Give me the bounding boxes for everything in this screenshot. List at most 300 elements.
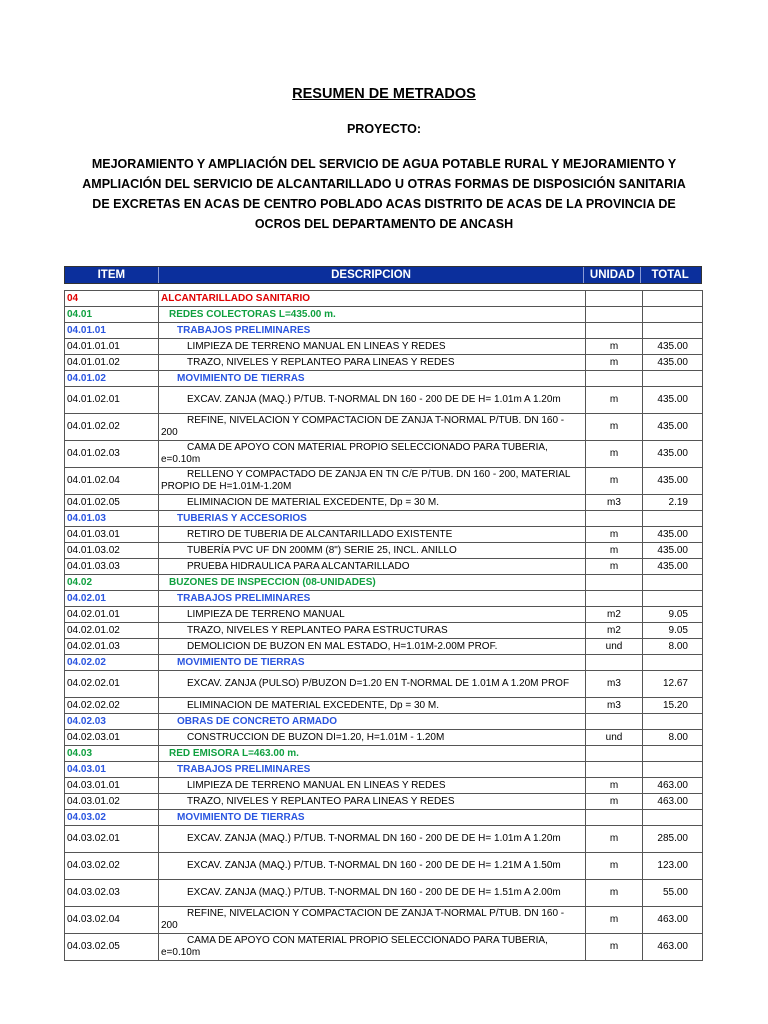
row-description-text: RETIRO DE TUBERIA DE ALCANTARILLADO EXISTENTE [187, 528, 453, 540]
row-item-code-text: 04.01.02 [67, 372, 106, 384]
row-total [643, 414, 703, 440]
row-total-text: 435.00 [657, 560, 688, 572]
row-unit-text: m [609, 356, 619, 368]
row-item-code-text: 04.01.02.01 [67, 394, 120, 405]
row-description-text: TRABAJOS PRELIMINARES [177, 324, 311, 336]
row-unit-text: m [609, 860, 619, 871]
row-item-code [65, 575, 159, 590]
row-total [643, 778, 703, 793]
row-total-text: 435.00 [657, 448, 688, 459]
row-description [159, 575, 586, 590]
row-item-code [65, 730, 159, 745]
row-description [159, 468, 586, 494]
row-unit [586, 468, 643, 494]
row-unit [586, 559, 643, 574]
row-total [643, 543, 703, 558]
table-row [65, 414, 703, 441]
row-description-text: CONSTRUCCION DE BUZON DI=1.20, H=1.01M - 1.20M [187, 731, 445, 743]
row-unit [586, 853, 643, 879]
row-unit [586, 441, 643, 467]
row-unit [586, 511, 643, 526]
row-item-code [65, 671, 159, 697]
document-title: RESUMEN DE METRADOS [292, 86, 476, 102]
table-row [65, 794, 703, 810]
row-unit [586, 543, 643, 558]
row-description [159, 339, 586, 354]
row-unit-text: m [609, 475, 619, 486]
row-total [643, 746, 703, 761]
row-item-code-text: 04.01 [67, 308, 93, 320]
row-total-text: 435.00 [657, 544, 688, 556]
row-total [643, 511, 703, 526]
row-total [643, 527, 703, 542]
row-description-text: CAMA DE APOYO CON MATERIAL PROPIO SELECCIONADO PARA TUBERIA, e=0.10m [161, 442, 548, 465]
table-row [65, 441, 703, 468]
row-description [159, 355, 586, 370]
row-item-code-text: 04.02 [67, 576, 93, 588]
row-item-code-text: 04.01.02.03 [67, 448, 120, 459]
row-total [643, 934, 703, 960]
row-total [643, 671, 703, 697]
table-row [65, 810, 703, 826]
row-item-code-text: 04.02.01.01 [67, 608, 120, 620]
row-total-text: 435.00 [657, 421, 688, 432]
row-unit [586, 810, 643, 825]
row-total [643, 468, 703, 494]
row-total [643, 495, 703, 510]
row-total [643, 880, 703, 906]
row-unit [586, 623, 643, 638]
row-unit [586, 339, 643, 354]
row-unit [586, 414, 643, 440]
row-description [159, 387, 586, 413]
row-unit-text: m [609, 914, 619, 925]
row-unit [586, 495, 643, 510]
row-description-text: PRUEBA HIDRAULICA PARA ALCANTARILLADO [187, 560, 410, 572]
table-row [65, 907, 703, 934]
row-item-code [65, 778, 159, 793]
row-unit [586, 575, 643, 590]
row-description [159, 307, 586, 322]
row-description [159, 880, 586, 906]
row-total [643, 655, 703, 670]
row-description-text: CAMA DE APOYO CON MATERIAL PROPIO SELECCIONADO PARA TUBERIA, e=0.10m [161, 935, 548, 958]
project-label: PROYECTO: [346, 122, 422, 136]
table-row [65, 826, 703, 853]
row-total [643, 607, 703, 622]
row-description [159, 730, 586, 745]
row-total [643, 387, 703, 413]
row-item-code [65, 387, 159, 413]
row-total [643, 307, 703, 322]
table-row [65, 607, 703, 623]
row-item-code [65, 762, 159, 777]
header-description: DESCRIPCION [159, 267, 585, 283]
row-description-text: OBRAS DE CONCRETO ARMADO [177, 715, 338, 727]
row-total [643, 698, 703, 713]
row-total-text: 123.00 [657, 860, 688, 871]
row-description-text: EXCAV. ZANJA (MAQ.) P/TUB. T-NORMAL DN 160 - 200 DE DE H= 1.21M A 1.50m [187, 860, 561, 871]
row-description-text: TUBERIAS Y ACCESORIOS [177, 512, 307, 524]
row-item-code [65, 414, 159, 440]
row-unit [586, 714, 643, 729]
row-unit-text: m [609, 795, 619, 807]
table-row [65, 387, 703, 414]
row-unit [586, 746, 643, 761]
row-total [643, 371, 703, 386]
row-description-text: RED EMISORA L=463.00 m. [169, 747, 299, 759]
row-unit [586, 387, 643, 413]
table-row [65, 371, 703, 387]
table-row [65, 880, 703, 907]
table-row [65, 671, 703, 698]
row-description [159, 934, 586, 960]
row-unit [586, 307, 643, 322]
row-description [159, 853, 586, 879]
row-description-text: LIMPIEZA DE TERRENO MANUAL EN LINEAS Y REDES [187, 779, 446, 791]
row-description [159, 591, 586, 606]
row-description-text: BUZONES DE INSPECCION (08-UNIDADES) [169, 576, 376, 588]
row-item-code-text: 04.01.03 [67, 512, 106, 524]
table-row [65, 591, 703, 607]
row-description-text: REFINE, NIVELACION Y COMPACTACION DE ZANJA T-NORMAL P/TUB. DN 160 - 200 [161, 415, 565, 438]
row-total [643, 714, 703, 729]
table-row [65, 307, 703, 323]
row-total-text: 12.67 [662, 678, 688, 689]
row-description-text: EXCAV. ZANJA (PULSO) P/BUZON D=1.20 EN T-NORMAL DE 1.01M A 1.20M PROF [187, 678, 570, 689]
row-description [159, 543, 586, 558]
row-description-text: EXCAV. ZANJA (MAQ.) P/TUB. T-NORMAL DN 160 - 200 DE DE H= 1.01m A 1.20m [187, 394, 561, 405]
row-description [159, 559, 586, 574]
table-row [65, 714, 703, 730]
row-total [643, 575, 703, 590]
row-total [643, 853, 703, 879]
row-total [643, 730, 703, 745]
row-item-code [65, 495, 159, 510]
row-unit [586, 639, 643, 654]
row-unit [586, 698, 643, 713]
row-description [159, 414, 586, 440]
row-item-code-text: 04.03.02.01 [67, 833, 120, 844]
row-description-text: TRAZO, NIVELES Y REPLANTEO PARA ESTRUCTURAS [187, 624, 448, 636]
row-description-text: RELLENO Y COMPACTADO DE ZANJA EN TN C/E P/TUB. DN 160 - 200, MATERIAL PROPIO DE H=1.01M-1.20M [161, 469, 571, 492]
row-unit-text: m3 [607, 496, 621, 508]
row-description [159, 746, 586, 761]
row-item-code-text: 04.02.02 [67, 656, 106, 668]
row-description [159, 714, 586, 729]
row-unit-text: m [609, 528, 619, 540]
row-total-text: 435.00 [657, 340, 688, 352]
row-unit-text: und [605, 731, 623, 743]
table-row [65, 559, 703, 575]
row-description [159, 826, 586, 852]
row-item-code [65, 527, 159, 542]
row-description [159, 511, 586, 526]
row-unit [586, 323, 643, 338]
row-description-text: TRABAJOS PRELIMINARES [177, 592, 311, 604]
table-row [65, 623, 703, 639]
table-row [65, 511, 703, 527]
row-total [643, 355, 703, 370]
row-item-code-text: 04.02.03.01 [67, 731, 120, 743]
table-row [65, 495, 703, 511]
row-description [159, 655, 586, 670]
row-unit [586, 826, 643, 852]
row-item-code-text: 04.03.02 [67, 811, 106, 823]
row-total [643, 591, 703, 606]
row-description [159, 907, 586, 933]
row-item-code [65, 907, 159, 933]
row-total-text: 435.00 [657, 475, 688, 486]
row-description [159, 323, 586, 338]
row-item-code [65, 714, 159, 729]
table-row [65, 730, 703, 746]
row-item-code [65, 655, 159, 670]
row-total-text: 435.00 [657, 528, 688, 540]
row-unit [586, 371, 643, 386]
row-total [643, 441, 703, 467]
row-total-text: 15.20 [662, 699, 688, 711]
table-row [65, 291, 703, 307]
row-unit-text: m [609, 941, 619, 952]
row-item-code-text: 04.01.01.02 [67, 356, 120, 368]
row-item-code-text: 04.01.01.01 [67, 340, 120, 352]
row-unit-text: m [609, 560, 619, 572]
table-row [65, 639, 703, 655]
row-unit [586, 591, 643, 606]
row-item-code-text: 04.02.01.02 [67, 624, 120, 636]
row-description-text: DEMOLICION DE BUZON EN MAL ESTADO, H=1.01M-2.00M PROF. [187, 640, 498, 652]
table-row [65, 323, 703, 339]
row-description [159, 607, 586, 622]
row-total [643, 559, 703, 574]
table-row [65, 468, 703, 495]
row-description [159, 810, 586, 825]
row-description [159, 291, 586, 306]
row-description [159, 794, 586, 809]
row-description-text: REFINE, NIVELACION Y COMPACTACION DE ZANJA T-NORMAL P/TUB. DN 160 - 200 [161, 908, 565, 931]
row-unit-text: m [609, 421, 619, 432]
row-unit [586, 527, 643, 542]
row-total-text: 9.05 [668, 624, 688, 636]
row-description-text: ALCANTARILLADO SANITARIO [161, 292, 311, 304]
row-total [643, 623, 703, 638]
row-total-text: 285.00 [657, 833, 688, 844]
row-unit [586, 355, 643, 370]
row-item-code-text: 04.01.02.04 [67, 475, 120, 486]
table-row [65, 698, 703, 714]
row-item-code [65, 559, 159, 574]
row-item-code-text: 04 [67, 292, 79, 304]
row-item-code [65, 371, 159, 386]
project-description: MEJORAMIENTO Y AMPLIACIÓN DEL SERVICIO DE AGUA POTABLE RURAL Y MEJORAMIENTO Y AMPLIACIÓN DEL SERVICIO DE ALCANTARILLADO U OTRAS FORMAS DE DISPOSICIÓN SANITARIA DE EXCRETAS EN ACAS DE CENTRO POBLADO ACAS DISTRITO DE ACAS DE LA PROVINCIA DE OCROS DEL DEPARTAMENTO DE ANCASH [82, 157, 686, 231]
row-item-code-text: 04.01.01 [67, 324, 106, 336]
row-total [643, 323, 703, 338]
row-total [643, 794, 703, 809]
row-item-code-text: 04.01.02.05 [67, 496, 120, 508]
row-unit [586, 934, 643, 960]
row-description-text: TRABAJOS PRELIMINARES [177, 763, 311, 775]
row-unit-text: m [609, 448, 619, 459]
row-item-code-text: 04.02.02.01 [67, 678, 120, 689]
table-row [65, 355, 703, 371]
row-unit-text: m [609, 340, 619, 352]
row-item-code [65, 441, 159, 467]
table-row [65, 543, 703, 559]
row-item-code [65, 355, 159, 370]
row-item-code-text: 04.02.02.02 [67, 699, 120, 711]
row-total [643, 762, 703, 777]
row-description-text: TUBERÍA PVC UF DN 200MM (8") SERIE 25, INCL. ANILLO [187, 544, 457, 556]
row-unit [586, 794, 643, 809]
row-item-code-text: 04.03.02.02 [67, 860, 120, 871]
row-item-code [65, 511, 159, 526]
row-item-code [65, 746, 159, 761]
row-unit [586, 671, 643, 697]
row-description [159, 671, 586, 697]
row-item-code [65, 639, 159, 654]
table-row [65, 853, 703, 880]
table-row [65, 934, 703, 961]
row-unit-text: m [609, 833, 619, 844]
row-total [643, 810, 703, 825]
row-description [159, 639, 586, 654]
metrados-table [64, 290, 703, 961]
row-total [643, 639, 703, 654]
row-unit-text: m3 [607, 699, 621, 711]
row-description-text: MOVIMIENTO DE TIERRAS [177, 656, 305, 668]
table-row [65, 655, 703, 671]
row-total-text: 55.00 [662, 887, 688, 898]
row-item-code-text: 04.03.02.05 [67, 941, 120, 952]
row-item-code-text: 04.03.01 [67, 763, 106, 775]
row-item-code [65, 339, 159, 354]
row-item-code [65, 323, 159, 338]
row-description [159, 527, 586, 542]
header-unit: UNIDAD [584, 267, 641, 283]
table-row [65, 575, 703, 591]
row-description-text: LIMPIEZA DE TERRENO MANUAL [187, 608, 345, 620]
row-total-text: 435.00 [657, 356, 688, 368]
row-unit [586, 762, 643, 777]
row-unit-text: m [609, 887, 619, 898]
row-total-text: 2.19 [668, 496, 688, 508]
row-total-text: 8.00 [668, 731, 688, 743]
row-total-text: 463.00 [657, 779, 688, 791]
row-total-text: 463.00 [657, 941, 688, 952]
row-unit [586, 655, 643, 670]
row-item-code [65, 698, 159, 713]
row-unit-text: m [609, 544, 619, 556]
row-item-code [65, 934, 159, 960]
row-unit-text: m2 [607, 624, 621, 636]
row-unit [586, 607, 643, 622]
row-total-text: 9.05 [668, 608, 688, 620]
row-unit [586, 778, 643, 793]
row-item-code [65, 880, 159, 906]
row-description-text: LIMPIEZA DE TERRENO MANUAL EN LINEAS Y REDES [187, 340, 446, 352]
table-row [65, 527, 703, 543]
table-row [65, 778, 703, 794]
row-description-text: ELIMINACION DE MATERIAL EXCEDENTE, Dp = 30 M. [187, 496, 440, 508]
row-total [643, 826, 703, 852]
row-item-code [65, 826, 159, 852]
row-item-code [65, 291, 159, 306]
row-item-code-text: 04.03.02.03 [67, 887, 120, 898]
row-unit-text: und [605, 640, 623, 652]
table-row [65, 746, 703, 762]
row-description-text: EXCAV. ZANJA (MAQ.) P/TUB. T-NORMAL DN 160 - 200 DE DE H= 1.51m A 2.00m [187, 887, 561, 898]
row-item-code-text: 04.01.03.02 [67, 544, 120, 556]
table-row [65, 762, 703, 778]
row-description-text: TRAZO, NIVELES Y REPLANTEO PARA LINEAS Y REDES [187, 356, 455, 368]
row-item-code [65, 307, 159, 322]
row-description [159, 371, 586, 386]
row-description [159, 762, 586, 777]
row-description [159, 778, 586, 793]
row-item-code-text: 04.02.01 [67, 592, 106, 604]
row-item-code [65, 794, 159, 809]
row-item-code [65, 607, 159, 622]
row-description-text: EXCAV. ZANJA (MAQ.) P/TUB. T-NORMAL DN 160 - 200 DE DE H= 1.01m A 1.20m [187, 833, 561, 844]
row-total [643, 907, 703, 933]
row-item-code-text: 04.03.02.04 [67, 914, 120, 925]
row-unit [586, 291, 643, 306]
row-item-code [65, 468, 159, 494]
row-unit [586, 730, 643, 745]
row-description-text: REDES COLECTORAS L=435.00 m. [169, 308, 336, 320]
row-description-text: TRAZO, NIVELES Y REPLANTEO PARA LINEAS Y REDES [187, 795, 455, 807]
row-item-code-text: 04.01.02.02 [67, 421, 120, 432]
row-description [159, 623, 586, 638]
row-unit [586, 880, 643, 906]
row-item-code-text: 04.02.03 [67, 715, 106, 727]
row-item-code [65, 853, 159, 879]
header-total: TOTAL [651, 269, 689, 281]
row-item-code [65, 810, 159, 825]
row-description [159, 441, 586, 467]
table-header [64, 266, 702, 284]
header-item: ITEM [65, 267, 159, 283]
row-description-text: ELIMINACION DE MATERIAL EXCEDENTE, Dp = 30 M. [187, 699, 440, 711]
row-item-code-text: 04.03 [67, 747, 93, 759]
row-unit-text: m2 [607, 608, 621, 620]
row-item-code [65, 623, 159, 638]
row-item-code-text: 04.03.01.02 [67, 795, 120, 807]
row-total [643, 291, 703, 306]
row-unit-text: m [609, 779, 619, 791]
row-total [643, 339, 703, 354]
row-item-code [65, 591, 159, 606]
row-description [159, 495, 586, 510]
row-unit [586, 907, 643, 933]
row-item-code-text: 04.01.03.01 [67, 528, 120, 540]
row-total-text: 463.00 [657, 795, 688, 807]
row-unit-text: m [609, 394, 619, 405]
row-total-text: 8.00 [668, 640, 688, 652]
row-item-code-text: 04.03.01.01 [67, 779, 120, 791]
row-total-text: 435.00 [657, 394, 688, 405]
row-description-text: MOVIMIENTO DE TIERRAS [177, 811, 305, 823]
row-item-code-text: 04.01.03.03 [67, 560, 120, 572]
row-total-text: 463.00 [657, 914, 688, 925]
row-description [159, 698, 586, 713]
row-unit-text: m3 [607, 678, 621, 689]
row-item-code-text: 04.02.01.03 [67, 640, 120, 652]
table-row [65, 339, 703, 355]
row-item-code [65, 543, 159, 558]
row-description-text: MOVIMIENTO DE TIERRAS [177, 372, 305, 384]
